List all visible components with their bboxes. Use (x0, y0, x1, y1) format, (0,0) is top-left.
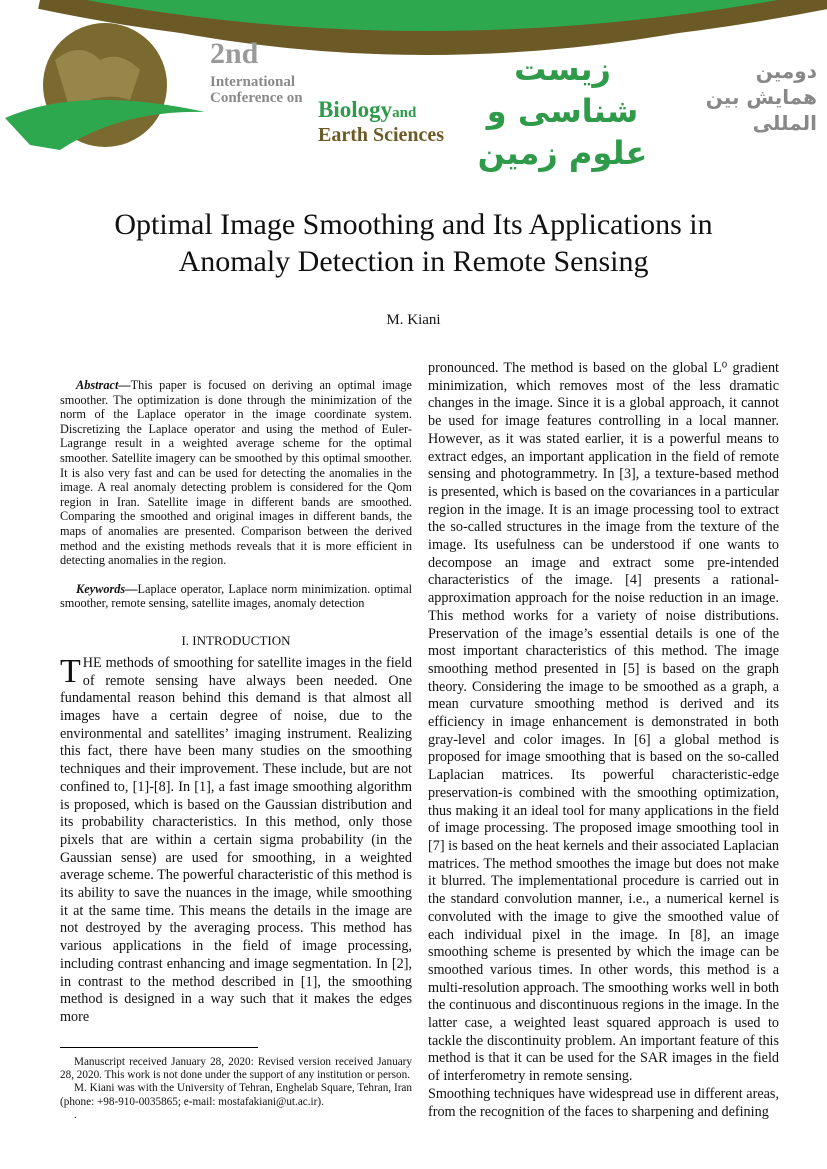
body-paragraph: pronounced. The method is based on the global L⁰ gradient minimization, which removes most of the less dramatic changes in the image. Since it is a global approach, it cannot be used for image features controlling in a local manner. However, as it was stated earlier, it is a powerful means to extract edges, an important application in the field of remote sensing and photogrammetry. In [3], a texture-based method is presented, which is based on the covariances in a particular region in the image. It is an image processing tool to extract the so-called structures in the image from the texture of the image. Its usefulness can be understood if one wants to decompose an image and extract some pre-intended characteristics of the image. [4] presents a rational-approximation approach for the noise reduction in an image. This method works for a variety of noise distributions. Preservation of the image’s essential details is one of the most important characteristics of this method. The image smoothing method presented in [5] is based on the graph theory. Considering the image to be smoothed as a graph, a mean curvature smoothing method is derived and its efficiency in image enhancement is demonstrated in both gray-level and color images. In [6] a global method is proposed for image smoothing that is based on the so-called Laplacian matrices. Its powerful characteristic-edge preservation-is combined with the smoothing optimization, thus making it an ideal tool for many applications in the field of image processing. The proposed image smoothing tool in [7] is based on the heat kernels and their associated Laplacian matrices. The method smoothes the image but does not make it blurred. The implementational procedure is carried out in the standard convolution manner, i.e., a numerical kernel is convoluted with the image to give the smoothed value of each individual pixel in the image. In [8], an image smoothing scheme is presented by which the image can be smoothed various times. In other words, this method is a multi-resolution approach. The smoothing works well in both the continuous and discontinuous regions in the image. In the latter case, a weighted least squared approach is used to tackle the discontinuity problem. An important feature of this method is that it can be used for the SAR images in the field of interferometry in remote sensing. (428, 360, 779, 1085)
logo-biology (318, 97, 416, 126)
drop-cap: T (60, 652, 81, 690)
abstract (60, 378, 412, 568)
keywords-label: Keywords— (76, 581, 138, 596)
logo-earth: Earth Sciences (318, 124, 445, 146)
logo-persian-main: زیست شناسی و علوم زمین (477, 50, 648, 172)
conference-banner (0, 0, 827, 172)
author: M. Kiani (386, 312, 441, 328)
logo-biology-text: Biology (318, 97, 393, 122)
left-column (60, 378, 412, 1123)
keywords-text: Laplace operator, Laplace norm minimization. optimal smoother, remote sensing, satellite images, anomaly detection (60, 581, 412, 611)
body-paragraph: Smoothing techniques have widespread use in different areas, from the recognition of the faces to sharpening and defining (428, 1085, 779, 1120)
right-column (428, 360, 779, 1121)
intro-text: HE methods of smoothing for satellite images in the field of remote sensing have always been needed. One fundamental reason behind this demand is that almost all images have a certain degree of noise, due to the environmental and satellites’ imaging instrument. Realizing this fact, there have been many studies on the smoothing techniques and their improvement. These include, but are not confined to, [1]-[8]. In [1], a fast image smoothing algorithm is proposed, which is based on the Gaussian distribution and its probability characteristics. In this method, only those pixels that are within a certain sigma probability (in the Gaussian sense) are used for smoothing, in a weighted average scheme. The powerful characteristic of this method is its ability to save the nuances in the image, while smoothing it at the same time. This means the details in the image are not destroyed by the averaging process. This method has various applications in the field of image processing, including contrast enhancing and image segmentation. In [2], in contrast to the method described in [1], the smoothing method is designed in a way such that it makes the edges more (60, 654, 412, 1025)
logo-persian-side: دومین همایش بین المللی (705, 59, 817, 135)
logo-line: International (210, 74, 296, 90)
abstract-text: This paper is focused on deriving an optimal image smoother. The optimization is done through the minimization of the norm of the Laplace operator in the image coordinate system. Discretizing the Laplace operator and using the method of Euler-Lagrange result in a weighted average scheme for the optimal smoother. Satellite imagery can be smoothed by this optimal smoother. It is also very fast and can be used for detecting the anomalies in the image. A real anomaly detecting problem is considered for the Qom region in Iran. Satellite image in different bands are smoothed. Comparing the smoothed and original images in different bands, the maps of anomalies are presented. Comparison between the derived method and the existing methods reveals that it is more efficient in detecting anomalies in the region. (60, 378, 412, 568)
footnote: Manuscript received January 28, 2020: Revised version received January 28, 2020. This work is not done under the support of any institution or person. (60, 1055, 412, 1082)
abstract-label: Abstract— (76, 378, 131, 392)
logo-conference (210, 74, 314, 106)
logo-line: Conference on (210, 90, 303, 106)
logo-and: and (392, 105, 417, 121)
paper-title: Optimal Image Smoothing and Its Applications in Anomaly Detection in Remote Sensing (114, 208, 713, 278)
footnote: . (74, 1109, 77, 1122)
intro-paragraph (60, 652, 412, 1027)
footnote-divider (60, 1047, 258, 1048)
section-heading: I. INTRODUCTION (181, 632, 291, 648)
footnote: M. Kiani was with the University of Tehran, Enghelab Square, Tehran, Iran (phone: +98-910-0035865; e-mail: mostafakiani@ut.ac.ir). (60, 1082, 412, 1108)
logo-ordinal: 2nd (210, 37, 259, 70)
keywords (60, 582, 412, 611)
